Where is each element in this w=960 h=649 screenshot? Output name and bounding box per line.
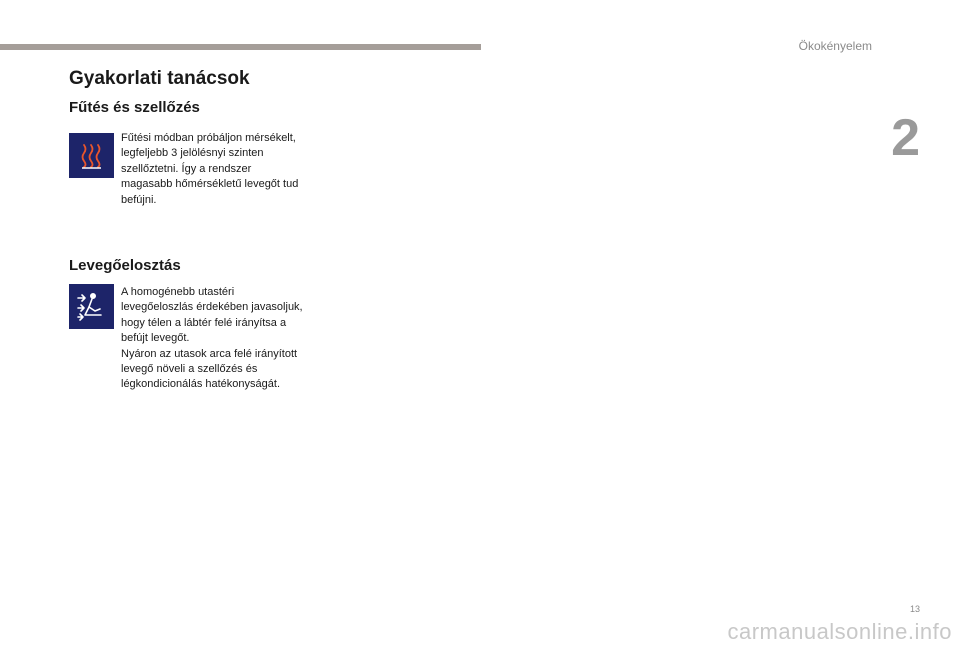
seat-heating-icon (69, 133, 114, 178)
page-number: 13 (909, 604, 920, 614)
section-text-heating: Fűtési módban próbáljon mérsékelt, legfeljebb 3 jelölésnyi szinten szellőztetni. Így a rendszer magasabb hőmérsékletű levegőt tud befújni. (121, 132, 299, 206)
header-rule (0, 44, 481, 50)
page-title: Gyakorlati tanácsok (69, 68, 250, 89)
section-title-heating: Fűtés és szellőzés (69, 99, 200, 116)
air-distribution-icon (69, 284, 114, 329)
chapter-number: 2 (891, 109, 920, 167)
watermark: carmanualsonline.info (727, 619, 952, 644)
section-title-air-distribution: Levegőelosztás (69, 257, 181, 274)
chapter-name: Ökokényelem (798, 39, 872, 53)
section-text-air-distribution: A homogénebb utastéri levegőeloszlás érdekében javasoljuk, hogy télen a lábtér felé irányítsa a befújt levegőt. Nyáron az utasok arca felé irányított levegő növeli a szellőzés és légkondicionálás hatékonyságát. (121, 286, 303, 391)
